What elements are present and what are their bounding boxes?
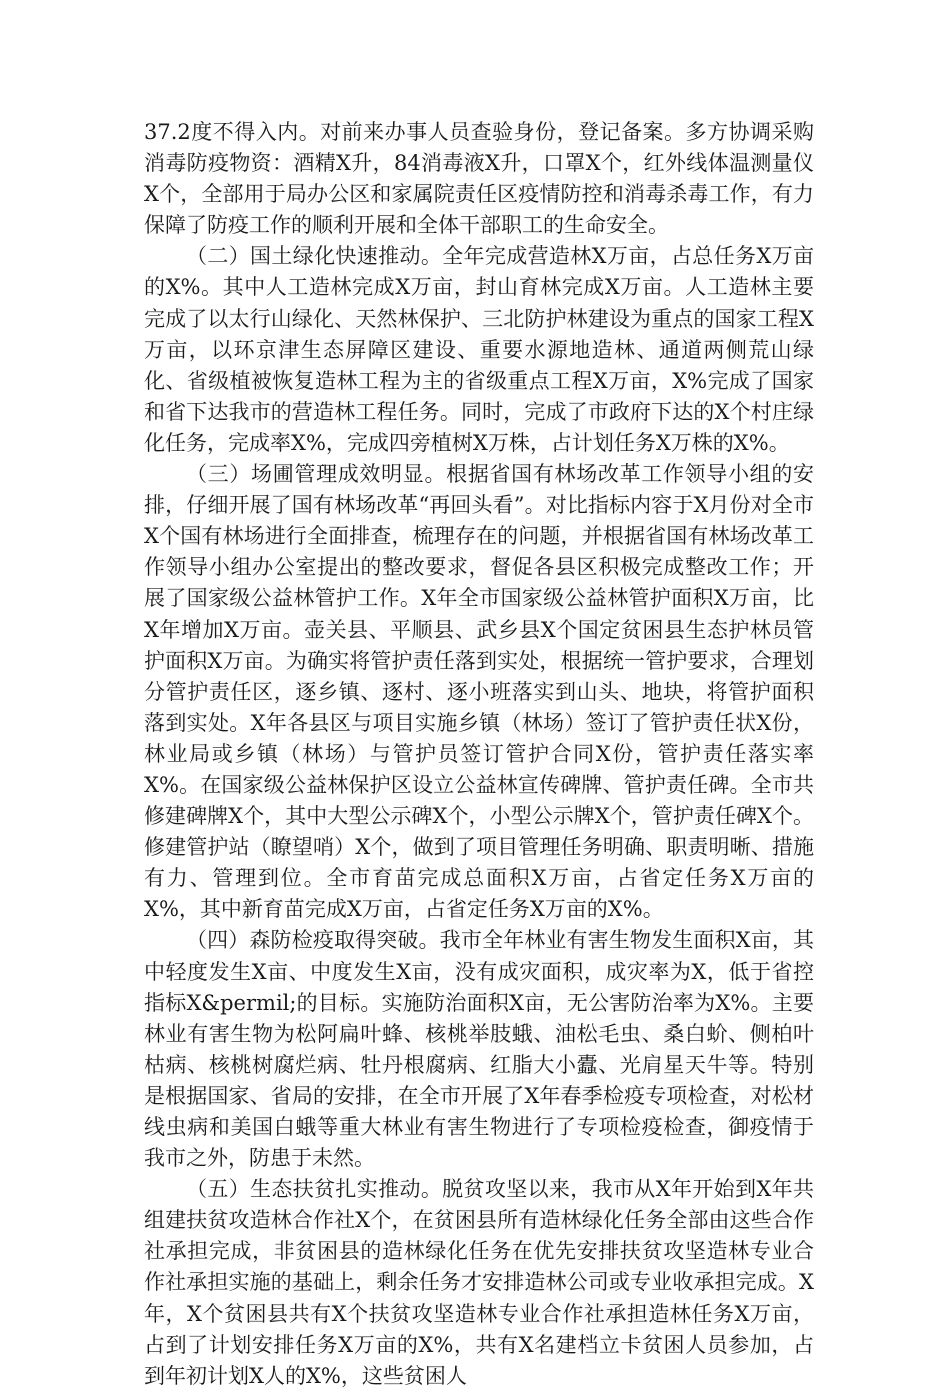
- document-body: [144, 117, 814, 1392]
- paragraph-epidemic-prevention: 37.2度不得入内。对前来办事人员查验身份，登记备案。多方协调采购消毒防疫物资：酒精X升，84消毒液X升，口罩X个，红外线体温测量仪X个，全部用于局办公区和家属院责任区疫情防控和消毒杀毒工作，有力保障了防疫工作的顺利开展和全体干部职工的生命安全。: [144, 120, 814, 238]
- paragraph-ecological-poverty-alleviation: （五）生态扶贫扎实推动。脱贫攻坚以来，我市从X年开始到X年共组建扶贫攻造林合作社X个，在贫困县所有造林绿化任务全部由这些合作社承担完成，非贫困县的造林绿化任务在优先安排扶贫攻坚造林专业合作社承担实施的基础上，剩余任务才安排造林公司或专业收承担完成。X年，X个贫困县共有X个扶贫攻坚造林专业合作社承担造林任务X万亩，占到了计划安排任务X万亩的X%，共有X名建档立卡贫困人员参加，占到年初计划X人的X%，这些贫困人: [144, 1177, 814, 1388]
- paragraph-land-greening: （二）国土绿化快速推动。全年完成营造林X万亩，占总任务X万亩的X%。其中人工造林完成X万亩，封山育林完成X万亩。人工造林主要完成了以太行山绿化、天然林保护、三北防护林建设为重点的国家工程X万亩，以环京津生态屏障区建设、重要水源地造林、通道两侧荒山绿化、省级植被恢复造林工程为主的省级重点工程X万亩，X%完成了国家和省下达我市的营造林工程任务。同时，完成了市政府下达的X个村庄绿化任务，完成率X%，完成四旁植树X万株，占计划任务X万株的X%。: [144, 244, 814, 455]
- paragraph-forest-farm-management: （三）场圃管理成效明显。根据省国有林场改革工作领导小组的安排，仔细开展了国有林场改革“再回头看”。对比指标内容于X月份对全市X个国有林场进行全面排查，梳理存在的问题，并根据省国有林场改革工作领导小组办公室提出的整改要求，督促各县区积极完成整改工作；开展了国家级公益林管护工作。X年全市国家级公益林管护面积X万亩，比X年增加X万亩。壶关县、平顺县、武乡县X个国定贫困县生态护林员管护面积X万亩。为确实将管护责任落到实处，根据统一管护要求，合理划分管护责任区，逐乡镇、逐村、逐小班落实到山头、地块，将管护面积落到实处。X年各县区与项目实施乡镇（林场）签订了管护责任状X份，林业局或乡镇（林场）与管护员签订管护合同X份，管护责任落实率X%。在国家级公益林保护区设立公益林宣传碑牌、管护责任碑。全市共修建碑牌X个，其中大型公示碑X个，小型公示牌X个，管护责任碑X个。修建管护站（瞭望哨）X个，做到了项目管理任务明确、职责明晰、措施有力、管理到位。全市育苗完成总面积X万亩，占省定任务X万亩的X%，其中新育苗完成X万亩，占省定任务X万亩的X%。: [144, 462, 814, 922]
- paragraph-pest-quarantine: （四）森防检疫取得突破。我市全年林业有害生物发生面积X亩，其中轻度发生X亩、中度发生X亩，没有成灾面积，成灾率为X，低于省控指标X&permil;的目标。实施防治面积X亩，无公害防治率为X%。主要林业有害生物为松阿扁叶蜂、核桃举肢蛾、油松毛虫、桑白蚧、侧柏叶枯病、核桃树腐烂病、牡丹根腐病、红脂大小蠹、光肩星天牛等。特别是根据国家、省局的安排，在全市开展了X年春季检疫专项检查，对松材线虫病和美国白蛾等重大林业有害生物进行了专项检疫检查，御疫情于我市之外，防患于未然。: [144, 928, 814, 1171]
